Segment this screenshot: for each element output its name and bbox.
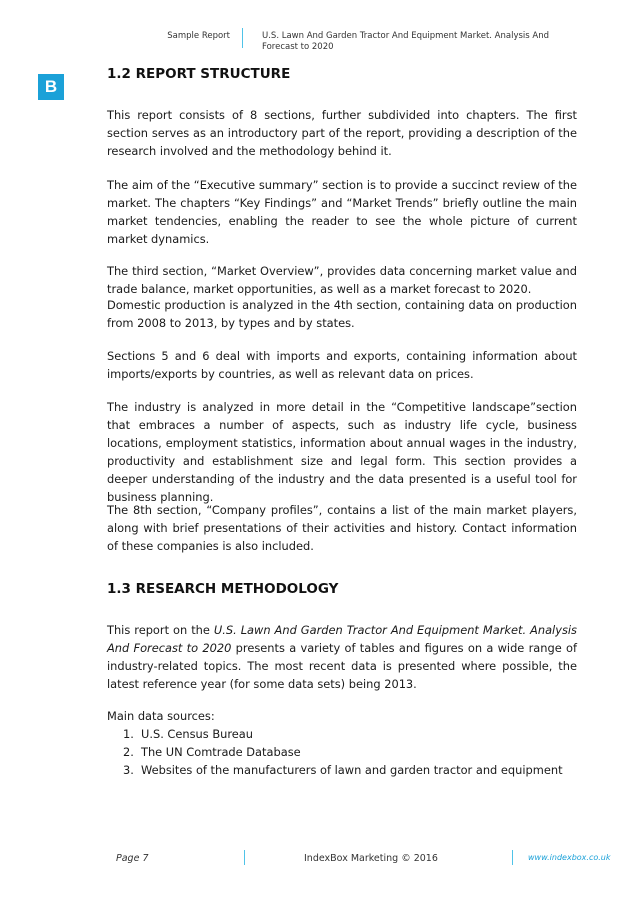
list-item: [123, 743, 577, 761]
report-title-italic: U.S. Lawn And Garden Tractor And Equipment Market. Analysis And Forecast to 2020: [107, 623, 577, 655]
footer-divider: [512, 850, 513, 865]
section-1-2-paragraph-1: This report consists of 8 sections, further subdivided into chapters. The first section serves as an introductory part of the report, providing a description of the research involved and the methodology behind it.: [107, 108, 577, 158]
page-number: Page 7: [116, 853, 149, 864]
data-sources-list: [123, 725, 577, 779]
header-divider: [242, 28, 243, 48]
section-1-2-paragraph-3: The third section, “Market Overview”, provides data concerning market value and trade balance, market opportunities, as well as a market forecast to 2020.: [107, 264, 577, 296]
section-1-3-paragraph-1: [107, 621, 577, 693]
list-item-text: Websites of the manufacturers of lawn and garden tractor and equipment: [141, 763, 563, 777]
section-1-2-paragraph-2: The aim of the “Executive summary” section is to provide a succinct review of the market. The chapters “Key Findings” and “Market Trends” briefly outline the main market tendencies, enabling the reader to see the whole picture of current market dynamics.: [107, 178, 577, 246]
indexbox-logo: B: [38, 74, 64, 100]
footer-copyright: IndexBox Marketing © 2016: [304, 853, 438, 864]
section-1-2-paragraph-5: Sections 5 and 6 deal with imports and exports, containing information about imports/exports by countries, as well as relevant data on prices.: [107, 349, 577, 381]
list-item-number: 1.: [123, 727, 134, 741]
paragraph-text-start: This report on the: [107, 623, 214, 637]
list-item-text: U.S. Census Bureau: [141, 727, 253, 741]
data-sources-label: Main data sources:: [107, 709, 215, 723]
list-item: [123, 725, 577, 743]
section-1-2-paragraph-4: Domestic production is analyzed in the 4th section, containing data on production from 2008 to 2013, by types and by states.: [107, 298, 577, 330]
section-1-2-paragraph-6: The industry is analyzed in more detail in the “Competitive landscape”section that embraces a number of aspects, such as industry life cycle, business locations, employment statistics, information about annual wages in the industry, productivity and establishment size and legal form. This section provides a deeper understanding of the industry and the data presented is a useful tool for business planning.: [107, 400, 577, 504]
list-item-number: 2.: [123, 745, 134, 759]
footer-website-link[interactable]: www.indexbox.co.uk: [528, 853, 611, 862]
section-1-3-heading: 1.3 RESEARCH METHODOLOGY: [107, 581, 339, 597]
list-item-number: 3.: [123, 763, 134, 777]
footer-divider: [244, 850, 245, 865]
paragraph-text-end: presents a variety of tables and figures on a wide range of industry-related topics. The most recent data is presented where possible, the latest reference year (for some data sets) being 2013.: [107, 641, 577, 691]
list-item: [123, 761, 577, 779]
header-report-type: Sample Report: [167, 31, 230, 41]
header-report-title: U.S. Lawn And Garden Tractor And Equipment Market. Analysis And Forecast to 2020: [262, 31, 549, 52]
section-1-2-heading: 1.2 REPORT STRUCTURE: [107, 66, 291, 82]
list-item-text: The UN Comtrade Database: [141, 745, 301, 759]
section-1-2-paragraph-7: The 8th section, “Company profiles”, contains a list of the main market players, along with brief presentations of their activities and history. Contact information of these companies is also included.: [107, 503, 577, 553]
